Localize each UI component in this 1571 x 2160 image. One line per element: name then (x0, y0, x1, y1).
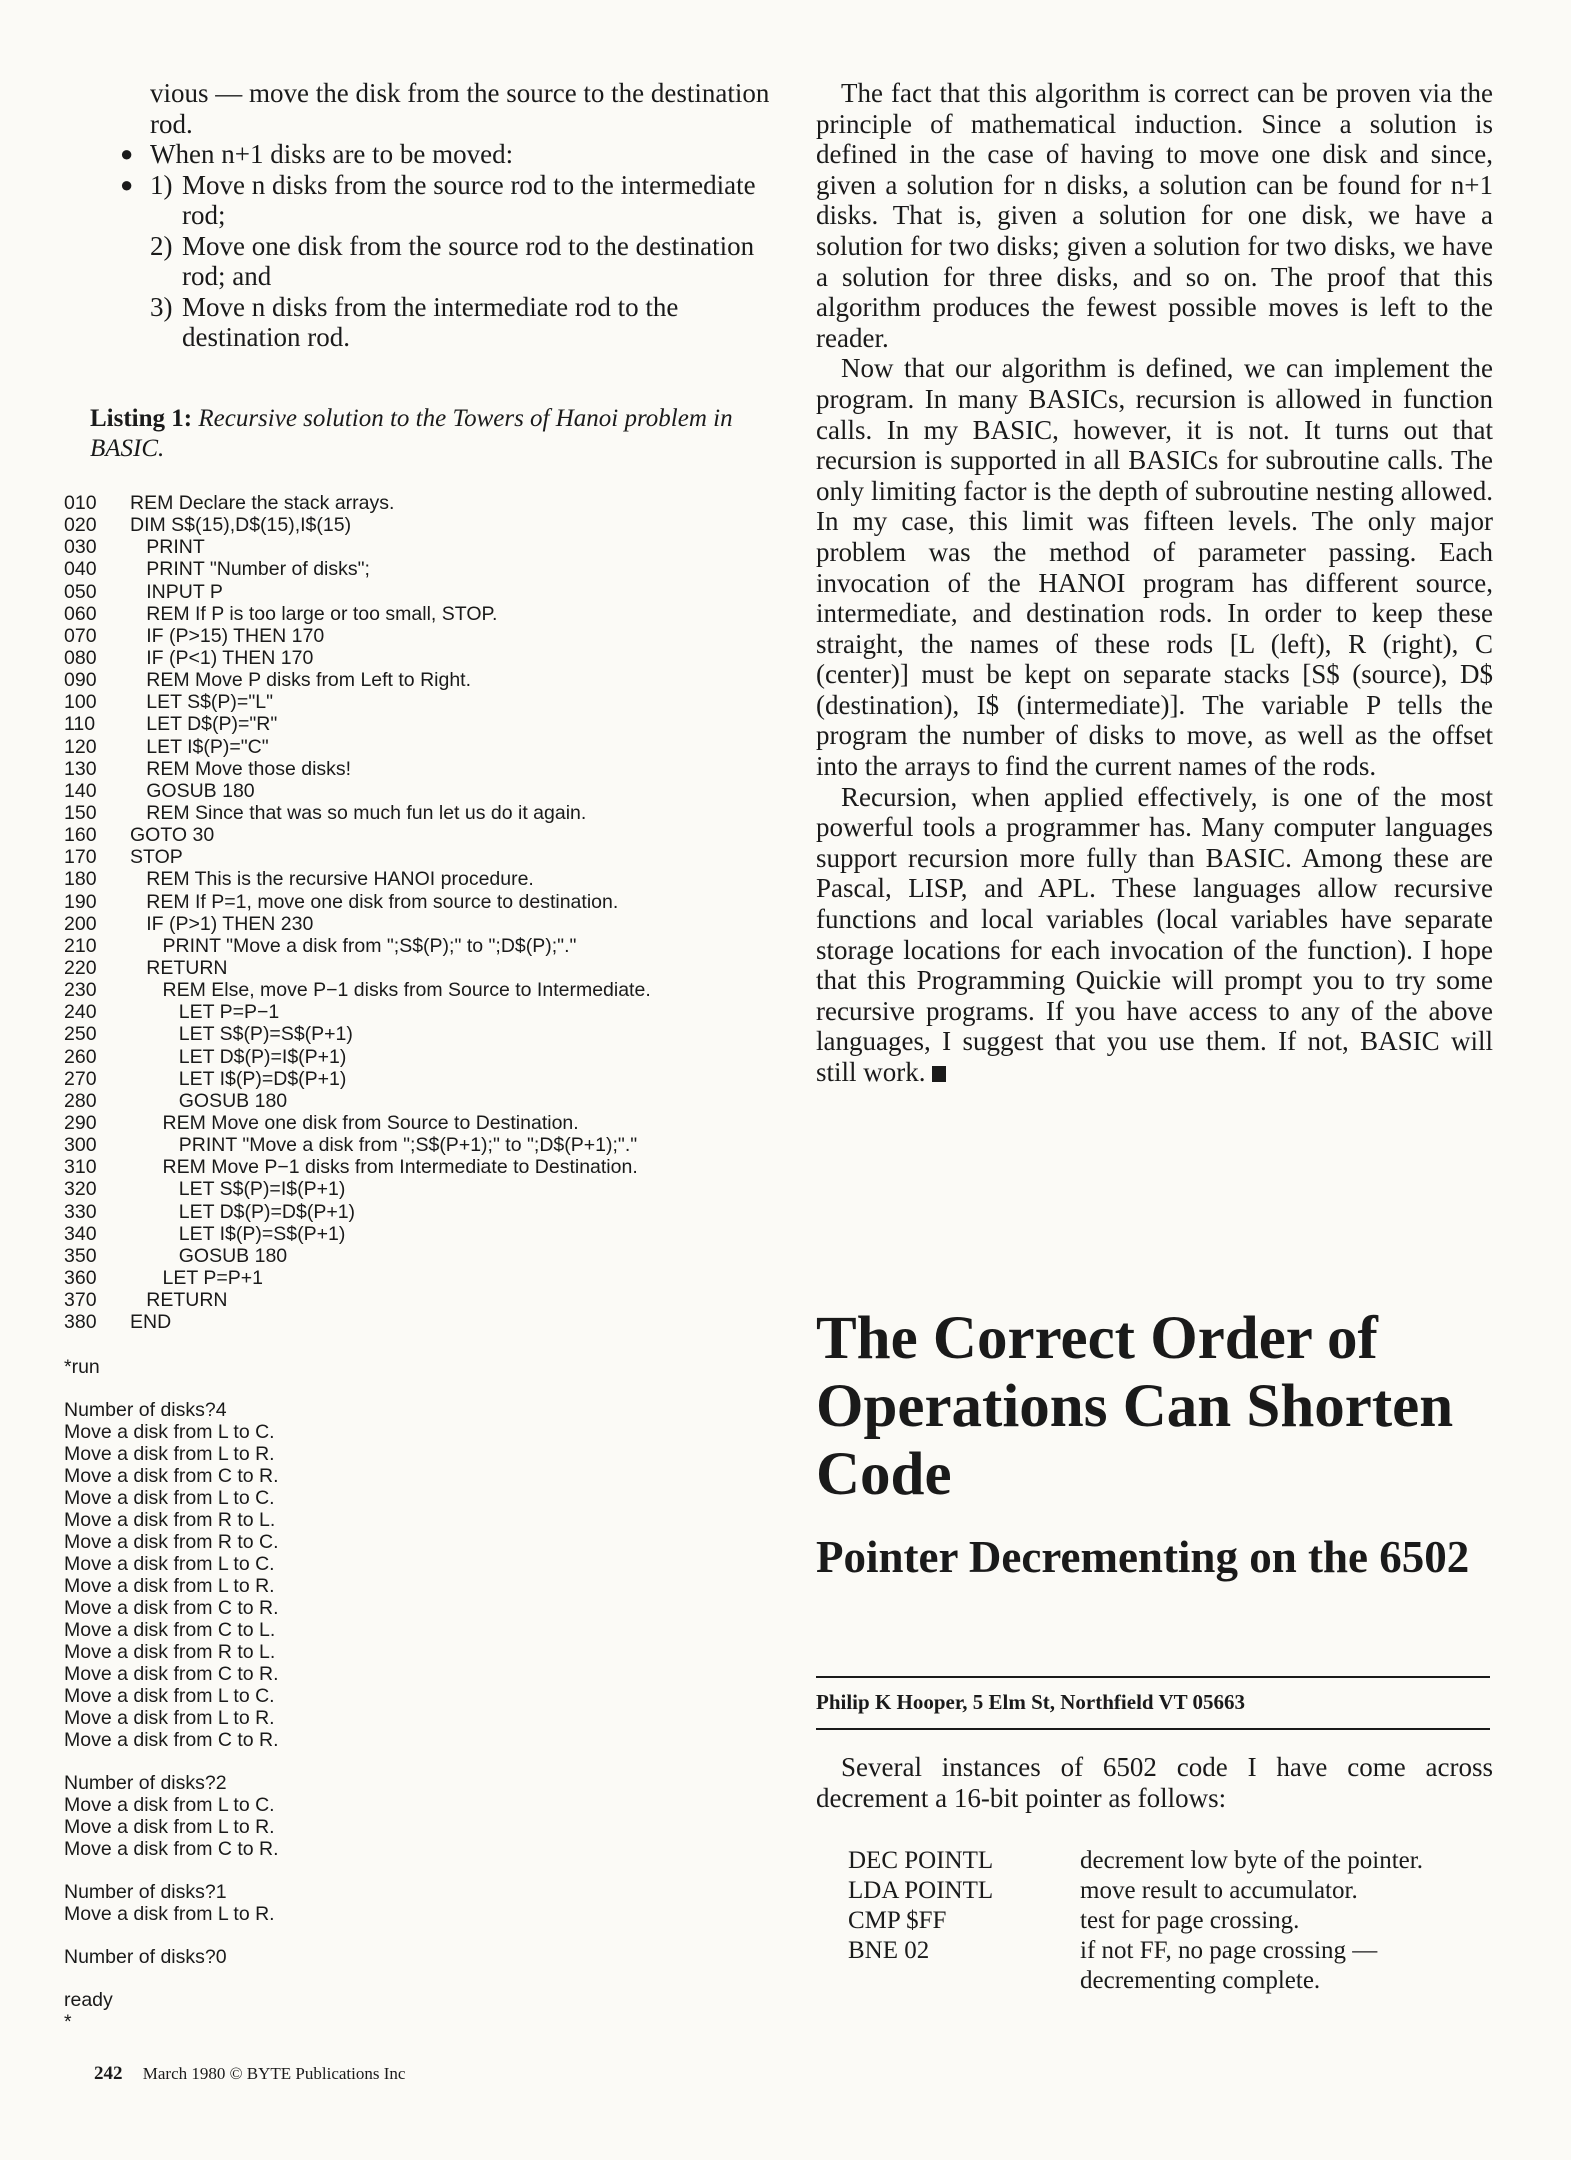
step-number: 3) (150, 291, 173, 322)
article-body (816, 78, 1493, 1088)
asm-line (848, 1906, 1508, 1936)
output-line: * (64, 2011, 72, 2033)
code-text: LET P=P+1 (130, 1266, 263, 1289)
line-number: 050 (64, 580, 97, 603)
code-text: REM Move those disks! (130, 757, 352, 780)
output-gap (64, 1378, 564, 1399)
code-line (64, 802, 824, 824)
algorithm-step (120, 292, 770, 353)
body-paragraph: The fact that this algorithm is correct can be proven via the principle of mathematical induction. Since a solution is defined in the case of having to move one disk and since, given a solution for n disks, a solution can be found for n+1 disks. That is, given a solution for one disk, we have a solution for two disks; given a solution for two disks, we have a solution for three disks, and so on. The proof that this algorithm produces the fewest possible moves is left to the reader. (816, 78, 1493, 353)
code-line (64, 758, 824, 780)
line-number: 230 (64, 979, 97, 1002)
byline: Philip K Hooper, 5 Elm St, Northfield VT 05663 (816, 1690, 1245, 1714)
code-text: GOTO 30 (130, 824, 215, 847)
article-intro (816, 1752, 1493, 1813)
code-text: PRINT "Move a disk from ";S$(P+1);" to ";D$(P+1);"." (130, 1134, 638, 1157)
asm-line (848, 1876, 1508, 1906)
step-text: vious — move the disk from the source to the destination rod. (150, 78, 770, 139)
code-text: DIM S$(15),D$(15),I$(15) (130, 514, 352, 537)
code-text: PRINT (130, 536, 205, 559)
code-line (64, 736, 824, 758)
code-text: IF (P>1) THEN 230 (130, 912, 314, 935)
code-line (64, 913, 824, 935)
asm-instruction: LDA POINTL (848, 1877, 994, 1904)
asm-line (848, 1936, 1508, 1996)
output-line: Move a disk from R to L. (64, 1509, 276, 1531)
intro-paragraph: Several instances of 6502 code I have come across decrement a 16-bit pointer as follows: (816, 1752, 1493, 1813)
code-line (64, 514, 824, 536)
code-line (64, 846, 824, 868)
listing-title: Recursive solution to the Towers of Hanoi problem in BASIC. (90, 405, 733, 462)
asm-comment: decrement low byte of the pointer. (1080, 1847, 1423, 1874)
code-text: RETURN (130, 1289, 228, 1312)
algorithm-step (120, 139, 770, 170)
code-line (64, 1223, 824, 1245)
output-line: Move a disk from L to C. (64, 1487, 275, 1509)
line-number: 100 (64, 691, 97, 714)
code-line (64, 957, 824, 979)
program-output (64, 1356, 564, 2033)
listing-label: Listing 1: (90, 405, 193, 432)
line-number: 250 (64, 1023, 97, 1046)
code-line (64, 1156, 824, 1178)
byline-rule-top (816, 1676, 1490, 1678)
line-number: 010 (64, 492, 97, 514)
line-number: 180 (64, 868, 97, 891)
asm-instruction: CMP $FF (848, 1907, 947, 1934)
code-text: IF (P<1) THEN 170 (130, 646, 314, 669)
listing-caption (90, 404, 775, 464)
asm-line (848, 1846, 1508, 1876)
output-line: Move a disk from R to C. (64, 1531, 279, 1553)
article-title: The Correct Order of Operations Can Shorten Code (816, 1305, 1454, 1508)
code-line (64, 935, 824, 957)
code-line (64, 891, 824, 913)
code-text: PRINT "Move a disk from ";S$(P);" to ";D$(P);"." (130, 934, 577, 957)
line-number: 030 (64, 536, 97, 559)
line-number: 160 (64, 824, 97, 847)
line-number: 300 (64, 1134, 97, 1157)
output-line: Move a disk from C to L. (64, 1619, 276, 1641)
output-line: Move a disk from C to R. (64, 1838, 279, 1860)
code-line (64, 824, 824, 846)
code-text: GOSUB 180 (130, 779, 255, 802)
basic-listing (64, 492, 824, 1333)
algorithm-step (120, 170, 770, 231)
code-text: REM If P=1, move one disk from source to destination. (130, 890, 619, 913)
code-line (64, 581, 824, 603)
output-gap (64, 1860, 564, 1881)
output-line: Move a disk from L to R. (64, 1575, 275, 1597)
output-line: Number of disks?1 (64, 1881, 227, 1903)
line-number: 330 (64, 1200, 97, 1223)
line-number: 020 (64, 514, 97, 537)
line-number: 210 (64, 934, 97, 957)
algorithm-steps (120, 78, 770, 353)
code-line (64, 1023, 824, 1045)
line-number: 260 (64, 1045, 97, 1068)
code-line (64, 1090, 824, 1112)
code-text: GOSUB 180 (130, 1089, 288, 1112)
code-line (64, 1068, 824, 1090)
code-line (64, 713, 824, 735)
line-number: 040 (64, 558, 97, 581)
line-number: 370 (64, 1289, 97, 1312)
body-paragraph: Recursion, when applied effectively, is one of the most powerful tools a programmer has. Many computer languages support recursion more fully than BASIC. Among these are Pascal, LISP, and APL. These languages allow recursive functions and local variables (local variables have separate storage locations for each invocation of the function). I hope that this Programming Quickie will prompt you to try some recursive programs. If you have access to any of the above languages, I suggest that you use them. If not, BASIC will still work. (816, 781, 1493, 1087)
line-number: 120 (64, 735, 97, 758)
code-text: REM Declare the stack arrays. (130, 492, 395, 514)
output-line: Number of disks?0 (64, 1946, 227, 1968)
output-line: Move a disk from L to R. (64, 1903, 275, 1925)
output-line: *run (64, 1356, 100, 1378)
output-line: Move a disk from L to C. (64, 1794, 275, 1816)
code-text: LET D$(P)="R" (130, 713, 278, 736)
publication-info: March 1980 © BYTE Publications Inc (142, 2064, 406, 2083)
line-number: 290 (64, 1111, 97, 1134)
code-line (64, 647, 824, 669)
code-line (64, 1289, 824, 1311)
step-text: Move n disks from the intermediate rod to the destination rod. (182, 291, 679, 352)
code-line (64, 1046, 824, 1068)
code-text: IF (P>15) THEN 170 (130, 624, 325, 647)
output-gap (64, 1925, 564, 1946)
code-line (64, 669, 824, 691)
code-line (64, 536, 824, 558)
code-text: REM Move P disks from Left to Right. (130, 669, 472, 692)
code-text: REM Since that was so much fun let us do it again. (130, 801, 587, 824)
code-line (64, 558, 824, 580)
body-paragraph: Now that our algorithm is defined, we can implement the program. In many BASICs, recursion is allowed in function calls. In my BASIC, however, it is not. It turns out that recursion is supported in all BASICs for subroutine calls. The only limiting factor is the depth of subroutine nesting allowed. In my case, this limit was fifteen levels. The only major problem was the method of parameter passing. Each invocation of the HANOI program has different source, intermediate, and destination rods. In order to keep these straight, the names of these rods [L (left), R (right), C (center)] must be kept on separate stacks [S$ (source), D$ (destination), I$ (intermediate)]. The variable P tells the program the number of disks to move, as well as the offset into the arrays to find the current names of the rods. (816, 353, 1493, 782)
code-text: REM Else, move P−1 disks from Source to Intermediate. (130, 979, 651, 1002)
code-text: PRINT "Number of disks"; (130, 558, 370, 581)
asm-comment: test for page crossing. (1080, 1907, 1300, 1934)
page-folio (94, 2063, 405, 2085)
code-text: REM Move one disk from Source to Destination. (130, 1111, 579, 1134)
article-subtitle: Pointer Decrementing on the 6502 (816, 1532, 1470, 1582)
line-number: 220 (64, 956, 97, 979)
algorithm-step (120, 231, 770, 292)
line-number: 150 (64, 801, 97, 824)
line-number: 080 (64, 646, 97, 669)
step-text: When n+1 disks are to be moved: (150, 139, 514, 169)
output-line: Move a disk from C to R. (64, 1597, 279, 1619)
code-line (64, 780, 824, 802)
line-number: 200 (64, 912, 97, 935)
line-number: 060 (64, 602, 97, 625)
output-line: Move a disk from L to R. (64, 1707, 275, 1729)
code-text: LET S$(P)=I$(P+1) (130, 1178, 346, 1201)
output-line: Move a disk from L to C. (64, 1553, 275, 1575)
output-gap (64, 1968, 564, 1989)
code-line (64, 868, 824, 890)
code-line (64, 1267, 824, 1289)
code-text: INPUT P (130, 580, 223, 603)
line-number: 170 (64, 846, 97, 869)
code-text: REM Move P−1 disks from Intermediate to Destination. (130, 1156, 638, 1179)
assembly-listing (848, 1846, 1508, 1996)
code-text: LET S$(P)="L" (130, 691, 274, 714)
output-line: Move a disk from L to C. (64, 1421, 275, 1443)
step-text: Move n disks from the source rod to the intermediate rod; (182, 169, 756, 230)
code-text: LET D$(P)=I$(P+1) (130, 1045, 347, 1068)
code-line (64, 1311, 824, 1333)
code-text: LET P=P−1 (130, 1001, 280, 1024)
line-number: 320 (64, 1178, 97, 1201)
output-line: Number of disks?2 (64, 1772, 227, 1794)
code-line (64, 603, 824, 625)
code-line (64, 1201, 824, 1223)
output-line: Move a disk from C to R. (64, 1663, 279, 1685)
code-text: LET I$(P)=D$(P+1) (130, 1067, 347, 1090)
code-text: REM This is the recursive HANOI procedure. (130, 868, 534, 891)
code-line (64, 492, 824, 514)
code-text: LET I$(P)="C" (130, 735, 269, 758)
line-number: 310 (64, 1156, 97, 1179)
code-text: LET S$(P)=S$(P+1) (130, 1023, 353, 1046)
output-line: Move a disk from R to L. (64, 1641, 276, 1663)
code-text: LET I$(P)=S$(P+1) (130, 1222, 346, 1245)
code-line (64, 1001, 824, 1023)
line-number: 240 (64, 1001, 97, 1024)
output-line: Move a disk from L to R. (64, 1816, 275, 1838)
step-number: 2) (150, 230, 173, 261)
output-line: Move a disk from C to R. (64, 1729, 279, 1751)
asm-instruction: BNE 02 (848, 1937, 930, 1964)
line-number: 110 (64, 713, 96, 736)
page-number: 242 (94, 2063, 123, 2084)
output-line: Move a disk from C to R. (64, 1465, 279, 1487)
algorithm-step (120, 78, 770, 139)
step-text: Move one disk from the source rod to the destination rod; and (182, 230, 755, 291)
code-line (64, 979, 824, 1001)
line-number: 340 (64, 1222, 97, 1245)
code-text: END (130, 1311, 172, 1334)
code-line (64, 625, 824, 647)
line-number: 350 (64, 1244, 97, 1267)
output-line: Move a disk from L to R. (64, 1443, 275, 1465)
line-number: 130 (64, 757, 97, 780)
line-number: 360 (64, 1266, 97, 1289)
code-line (64, 1112, 824, 1134)
line-number: 090 (64, 669, 97, 692)
line-number: 280 (64, 1089, 97, 1112)
code-line (64, 1245, 824, 1267)
asm-instruction: DEC POINTL (848, 1847, 994, 1874)
output-line: Move a disk from L to C. (64, 1685, 275, 1707)
output-gap (64, 1751, 564, 1772)
output-line: Number of disks?4 (64, 1399, 227, 1421)
asm-comment: move result to accumulator. (1080, 1877, 1358, 1904)
line-number: 070 (64, 624, 97, 647)
code-text: RETURN (130, 956, 228, 979)
code-line (64, 1134, 824, 1156)
byline-rule-bottom (816, 1728, 1490, 1730)
code-text: REM If P is too large or too small, STOP. (130, 602, 498, 625)
code-text: STOP (130, 846, 183, 869)
code-line (64, 1178, 824, 1200)
code-text: GOSUB 180 (130, 1244, 288, 1267)
output-line: ready (64, 1989, 113, 2011)
step-number: 1) (150, 169, 173, 200)
end-mark (932, 1066, 946, 1082)
line-number: 270 (64, 1067, 97, 1090)
line-number: 190 (64, 890, 97, 913)
line-number: 140 (64, 779, 97, 802)
asm-comment: if not FF, no page crossing —decrementing complete. (1080, 1937, 1378, 1994)
code-line (64, 691, 824, 713)
line-number: 380 (64, 1311, 97, 1334)
code-text: LET D$(P)=D$(P+1) (130, 1200, 356, 1223)
